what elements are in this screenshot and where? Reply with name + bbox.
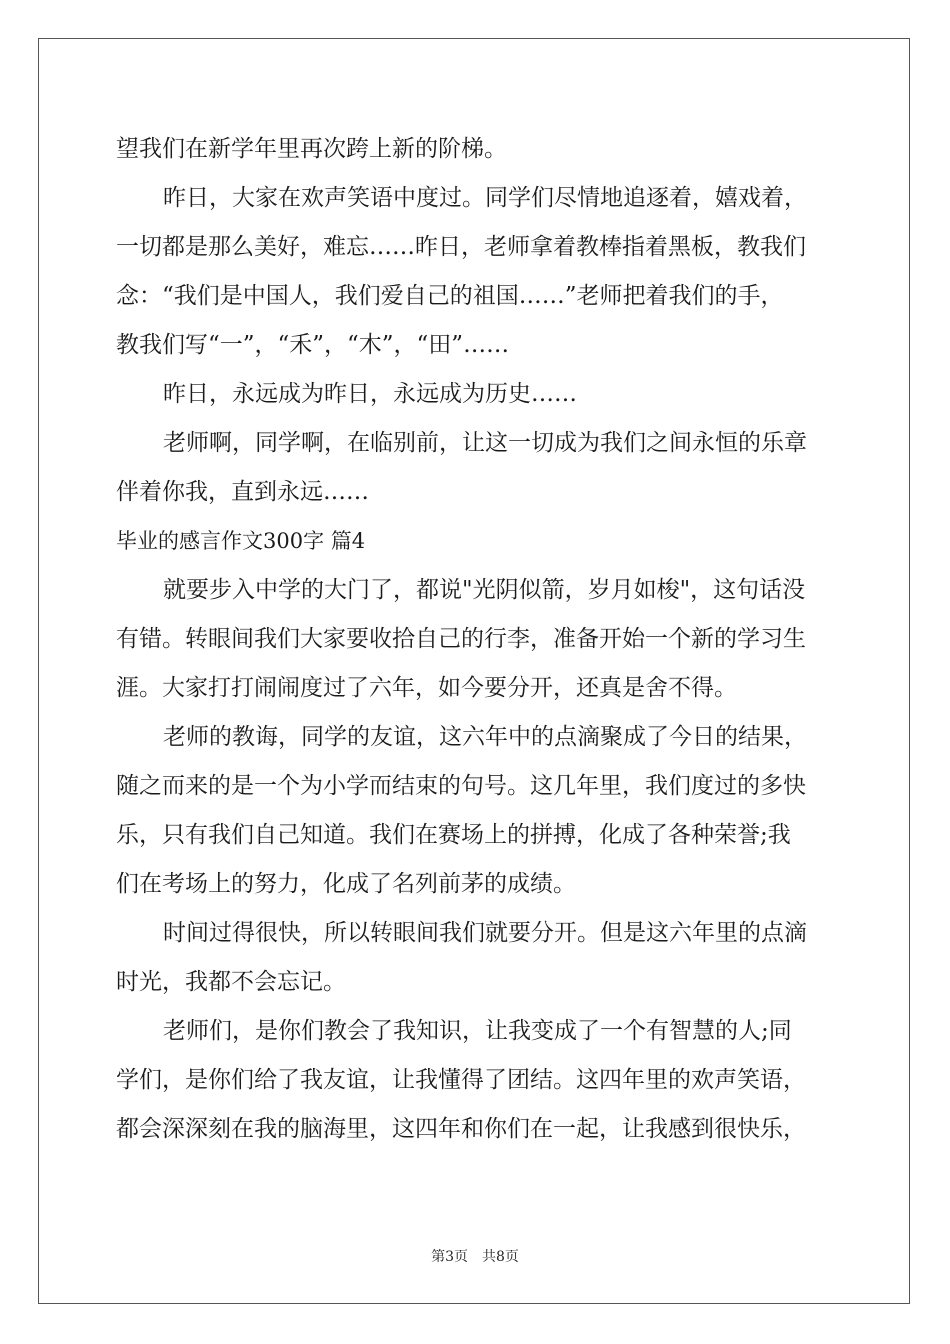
text-line: 伴着你我，直到永远……: [116, 479, 369, 505]
text-line: 学们，是你们给了我友谊，让我懂得了团结。这四年里的欢声笑语，: [116, 1067, 806, 1093]
text-line: 们在考场上的努力，化成了名列前茅的成绩。: [116, 871, 576, 897]
text-line: 一切都是那么美好，难忘……昨日，老师拿着教棒指着黑板，教我们: [116, 234, 806, 260]
text-line: 昨日，永远成为昨日，永远成为历史……: [163, 381, 577, 407]
document-body: [116, 125, 836, 1154]
text-line: 老师的教诲，同学的友谊，这六年中的点滴聚成了今日的结果，: [163, 724, 807, 750]
text-line: 老师们，是你们教会了我知识，让我变成了一个有智慧的人;同: [163, 1018, 792, 1044]
text-line: 时间过得很快，所以转眼间我们就要分开。但是这六年里的点滴: [163, 920, 807, 946]
section-heading: 毕业的感言作文300字 篇4: [116, 529, 366, 553]
text-line: 随之而来的是一个为小学而结束的句号。这几年里，我们度过的多快: [116, 773, 806, 799]
text-line: 老师啊，同学啊，在临别前，让这一切成为我们之间永恒的乐章: [163, 430, 807, 456]
text-line: 教我们写“一”，“禾”，“木”，“田”……: [116, 332, 510, 358]
text-line: 有错。转眼间我们大家要收拾自己的行李，准备开始一个新的学习生: [116, 626, 806, 652]
text-line: 时光，我都不会忘记。: [116, 969, 346, 995]
text-line: 念：“我们是中国人，我们爱自己的祖国……”老师把着我们的手，: [116, 283, 784, 309]
text-line: 都会深深刻在我的脑海里，这四年和你们在一起，让我感到很快乐，: [116, 1116, 806, 1142]
text-line: 涯。大家打打闹闹度过了六年，如今要分开，还真是舍不得。: [116, 675, 737, 701]
text-line: 昨日，大家在欢声笑语中度过。同学们尽情地追逐着，嬉戏着，: [163, 185, 807, 211]
text-line: 乐，只有我们自己知道。我们在赛场上的拼搏，化成了各种荣誉;我: [116, 822, 791, 848]
text-line: 就要步入中学的大门了，都说"光阴似箭，岁月如梭"，这句话没: [163, 577, 806, 603]
page-footer: [0, 1246, 950, 1266]
page-number: 第3页: [431, 1249, 468, 1265]
text-line: 望我们在新学年里再次跨上新的阶梯。: [116, 136, 507, 162]
page-total: 共8页: [482, 1249, 519, 1265]
